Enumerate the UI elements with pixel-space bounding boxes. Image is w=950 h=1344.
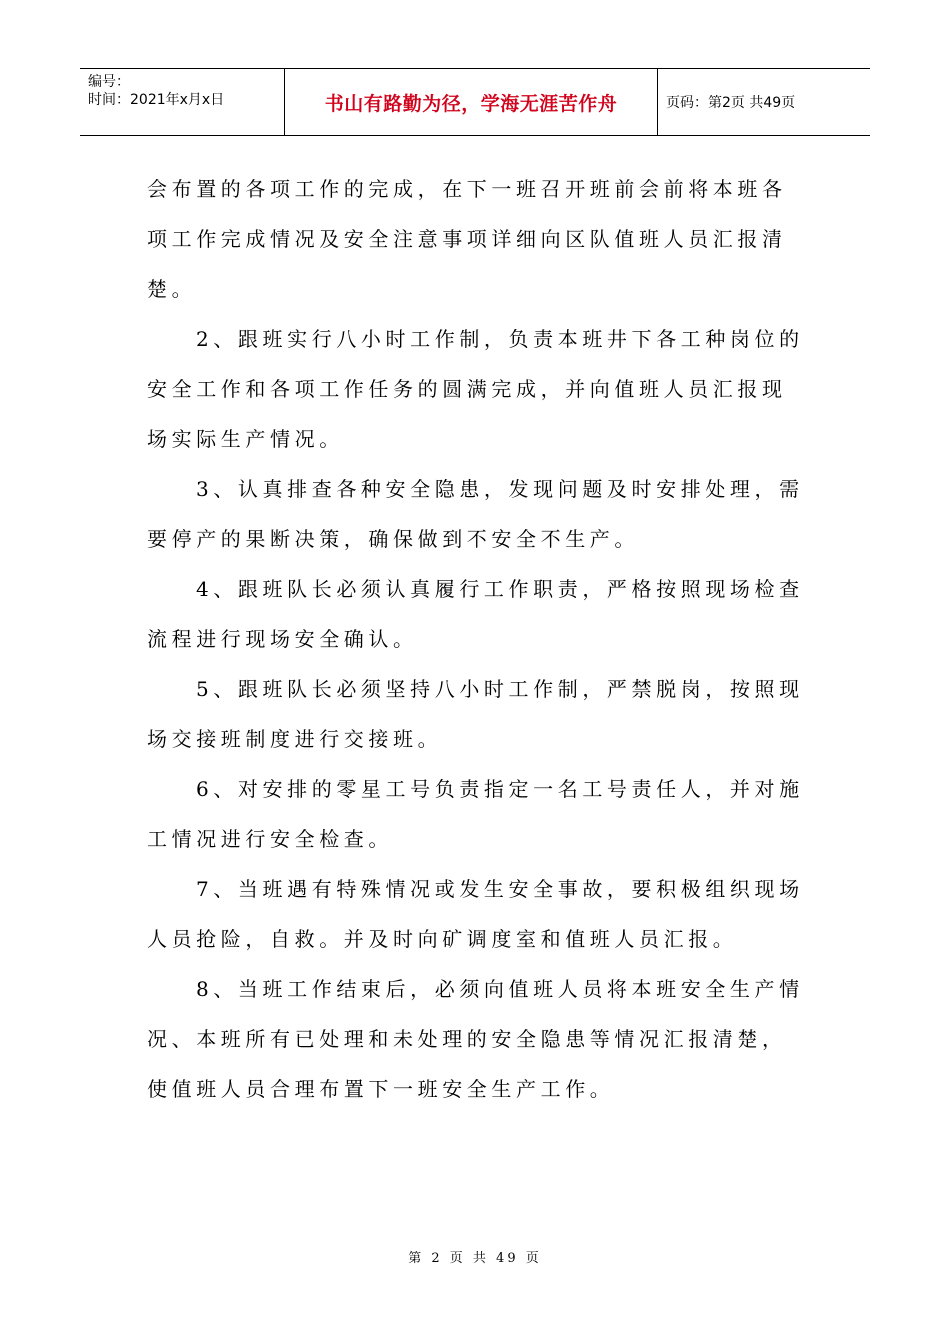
paragraph-item-6: 6、对安排的零星工号负责指定一名工号责任人，并对施工情况进行安全检查。	[147, 777, 804, 851]
paragraph-item-4: 4、跟班队长必须认真履行工作职责，严格按照现场检查流程进行现场安全确认。	[147, 577, 804, 651]
paragraph-item-3: 3、认真排查各种安全隐患，发现问题及时安排处理，需要停产的果断决策，确保做到不安全不生产。	[147, 477, 804, 551]
document-date: 时间：2021年x月x日	[88, 92, 225, 108]
header-motto: 书山有路勤为径，学海无涯苦作舟	[284, 69, 658, 135]
header-page-info: 页码：第2页 共49页	[666, 95, 796, 111]
paragraph-item-7: 7、当班遇有特殊情况或发生安全事故，要积极组织现场人员抢险，自救。并及时向矿调度室和值班人员汇报。	[147, 877, 804, 951]
paragraph-item-8: 8、当班工作结束后，必须向值班人员将本班安全生产情况、本班所有已处理和未处理的安全隐患等情况汇报清楚，使值班人员合理布置下一班安全生产工作。	[147, 977, 804, 1101]
page-footer: 第 2 页 共 49 页	[408, 1251, 542, 1266]
paragraph-continuation: 会布置的各项工作的完成，在下一班召开班前会前将本班各项工作完成情况及安全注意事项详细向区队值班人员汇报清楚。	[147, 177, 787, 301]
page-header	[80, 68, 870, 136]
paragraph-item-2: 2、跟班实行八小时工作制，负责本班井下各工种岗位的安全工作和各项工作任务的圆满完成，并向值班人员汇报现场实际生产情况。	[147, 327, 804, 451]
document-number-label: 编号：	[88, 74, 130, 90]
header-meta	[80, 69, 284, 135]
document-body	[147, 164, 807, 1114]
paragraph-item-5: 5、跟班队长必须坚持八小时工作制，严禁脱岗，按照现场交接班制度进行交接班。	[147, 677, 804, 751]
